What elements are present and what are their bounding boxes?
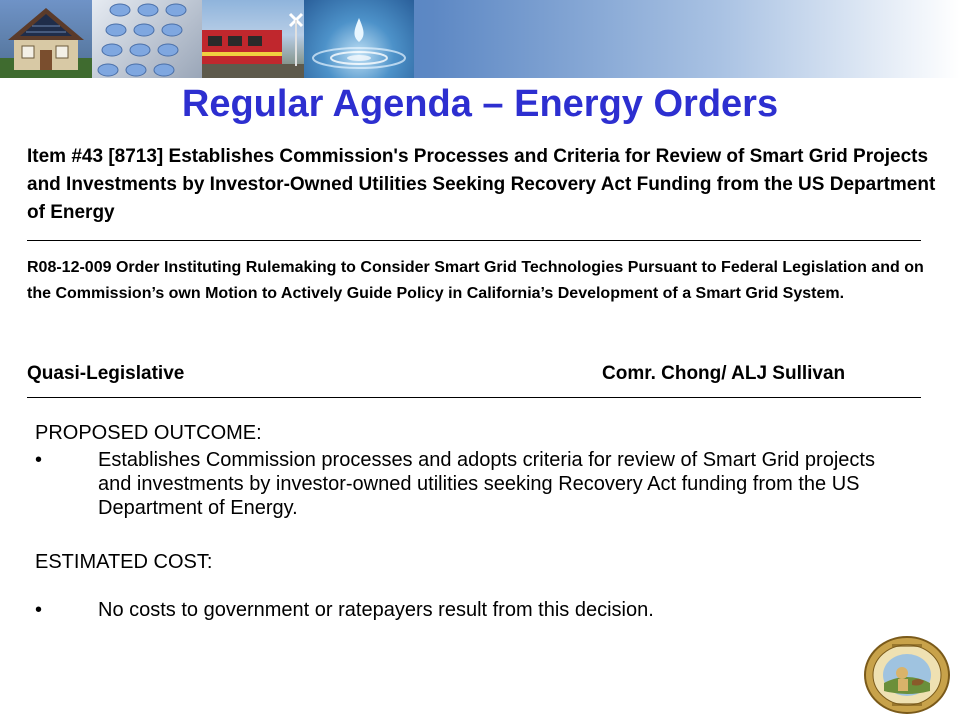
- divider-top: [27, 240, 921, 241]
- proposed-outcome-label: PROPOSED OUTCOME:: [35, 422, 262, 444]
- header-banner: [0, 0, 960, 78]
- phone-keypad-photo: [92, 0, 202, 78]
- estimated-cost-text: No costs to government or ratepayers result from this decision.: [98, 599, 654, 621]
- proceeding-type: Quasi-Legislative: [27, 363, 185, 384]
- agenda-item-heading: Item #43 [8713] Establishes Commission's Processes and Criteria for Review of Smart Grid Projects and Investments by Investor-Owned Utilities Seeking Recovery Act Funding from the US Department of Energy: [27, 146, 936, 223]
- divider-bottom: [27, 397, 921, 398]
- house-solar-photo: [0, 0, 92, 78]
- proceeding-description: R08-12-009 Order Instituting Rulemaking to Consider Smart Grid Technologies Pursuant to Federal Legislation and on the Commission’s own Motion to Actively Guide Policy in California’s Development of a Smart Grid System.: [27, 259, 924, 302]
- water-drop-photo: [304, 0, 414, 78]
- bullet-marker: •: [35, 449, 43, 471]
- estimated-cost-label: ESTIMATED COST:: [35, 551, 213, 573]
- cpuc-seal-icon: [862, 635, 952, 715]
- assigned-officials: Comr. Chong/ ALJ Sullivan: [602, 363, 846, 384]
- slide-title: Regular Agenda – Energy Orders: [181, 83, 779, 125]
- proposed-outcome-text: Establishes Commission processes and adopts criteria for review of Smart Grid projects and investments by investor-owned utilities seeking Recovery Act funding from the US Department of Energy.: [98, 449, 875, 519]
- bullet-marker: •: [35, 599, 43, 621]
- train-photo: [202, 0, 304, 78]
